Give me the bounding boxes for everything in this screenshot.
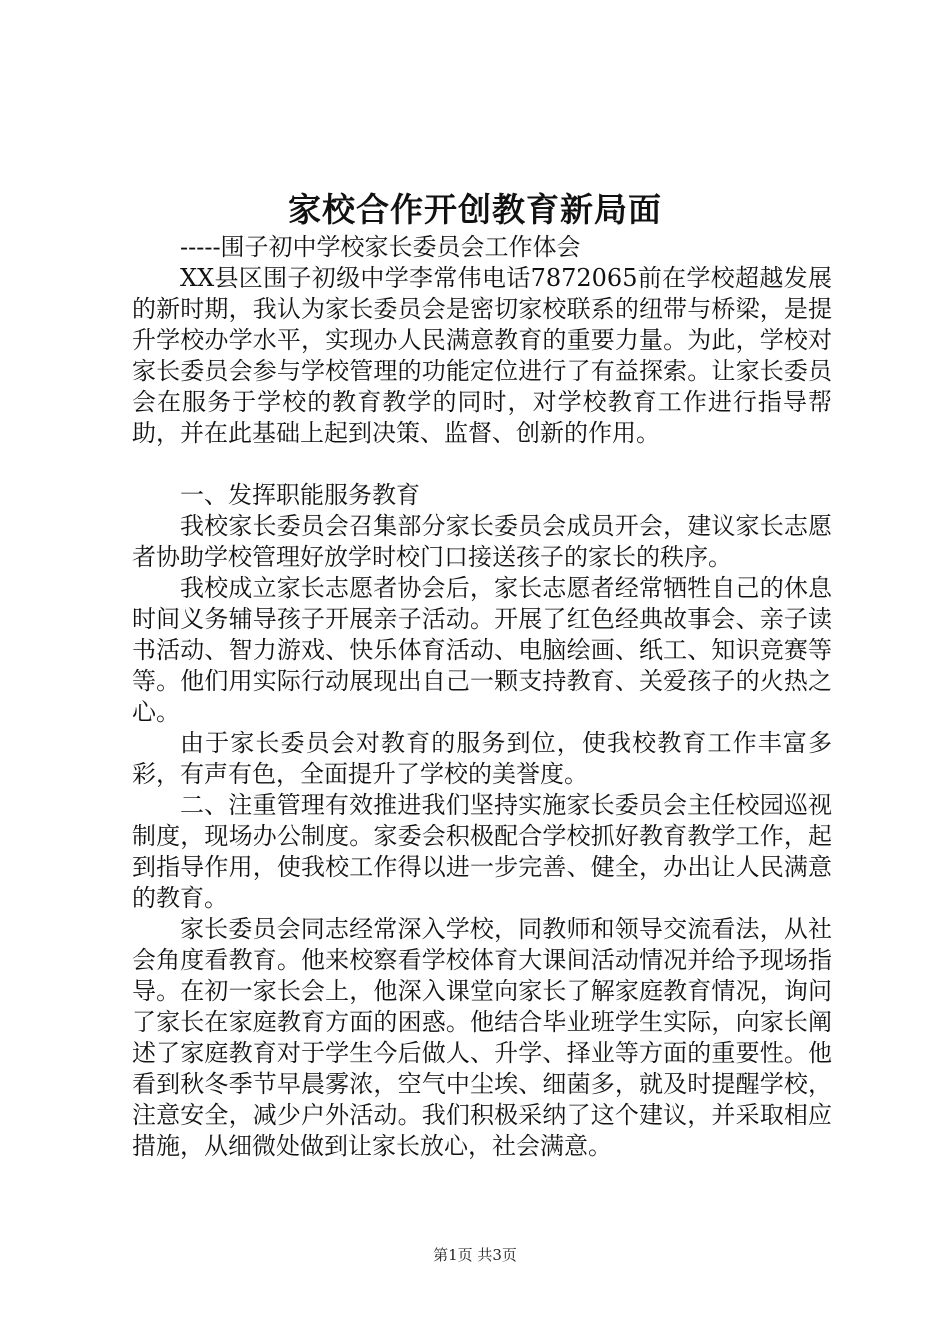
body-paragraph: 家长委员会同志经常深入学校，同教师和领导交流看法，从社会角度看教育。他来校察看学校体育大课间活动情况并给予现场指导。在初一家长会上，他深入课堂向家长了解家庭教育情况，询问了家长在家庭教育方面的困惑。他结合毕业班学生实际，向家长阐述了家庭教育对于学生今后做人、升学、择业等方面的重要性。他看到秋冬季节早晨雾浓，空气中尘埃、细菌多，就及时提醒学校，注意安全，减少户外活动。我们积极采纳了这个建议，并采取相应措施，从细微处做到让家长放心，社会满意。	[132, 915, 832, 1160]
page-footer: 第1页 共3页	[433, 1246, 517, 1264]
section-heading-2-paragraph: 二、注重管理有效推进我们坚持实施家长委员会主任校园巡视制度，现场办公制度。家委会积极配合学校抓好教育教学工作，起到指导作用，使我校工作得以进一步完善、健全，办出让人民满意的教育。	[132, 791, 832, 912]
section-heading-1: 一、发挥职能服务教育	[180, 481, 420, 509]
document-title: 家校合作开创教育新局面	[288, 190, 662, 229]
body-paragraph: 我校家长委员会召集部分家长委员会成员开会，建议家长志愿者协助学校管理好放学时校门口接送孩子的家长的秩序。	[132, 512, 832, 571]
body-paragraph: 由于家长委员会对教育的服务到位，使我校教育工作丰富多彩，有声有色，全面提升了学校的美誉度。	[132, 729, 832, 788]
intro-paragraph: XX县区围子初级中学李常伟电话7872065前在学校超越发展的新时期，我认为家长委员会是密切家校联系的纽带与桥梁，是提升学校办学水平，实现办人民满意教育的重要力量。为此，学校对家长委员会参与学校管理的功能定位进行了有益探索。让家长委员会在服务于学校的教育教学的同时，对学校教育工作进行指导帮助，并在此基础上起到决策、监督、创新的作用。	[132, 264, 832, 447]
document-subtitle: -----围子初中学校家长委员会工作体会	[180, 233, 581, 261]
body-paragraph: 我校成立家长志愿者协会后，家长志愿者经常牺牲自己的休息时间义务辅导孩子开展亲子活动。开展了红色经典故事会、亲子读书活动、智力游戏、快乐体育活动、电脑绘画、纸工、知识竞赛等等。他们用实际行动展现出自己一颗支持教育、关爱孩子的火热之心。	[132, 574, 832, 726]
document-body	[132, 232, 832, 1162]
